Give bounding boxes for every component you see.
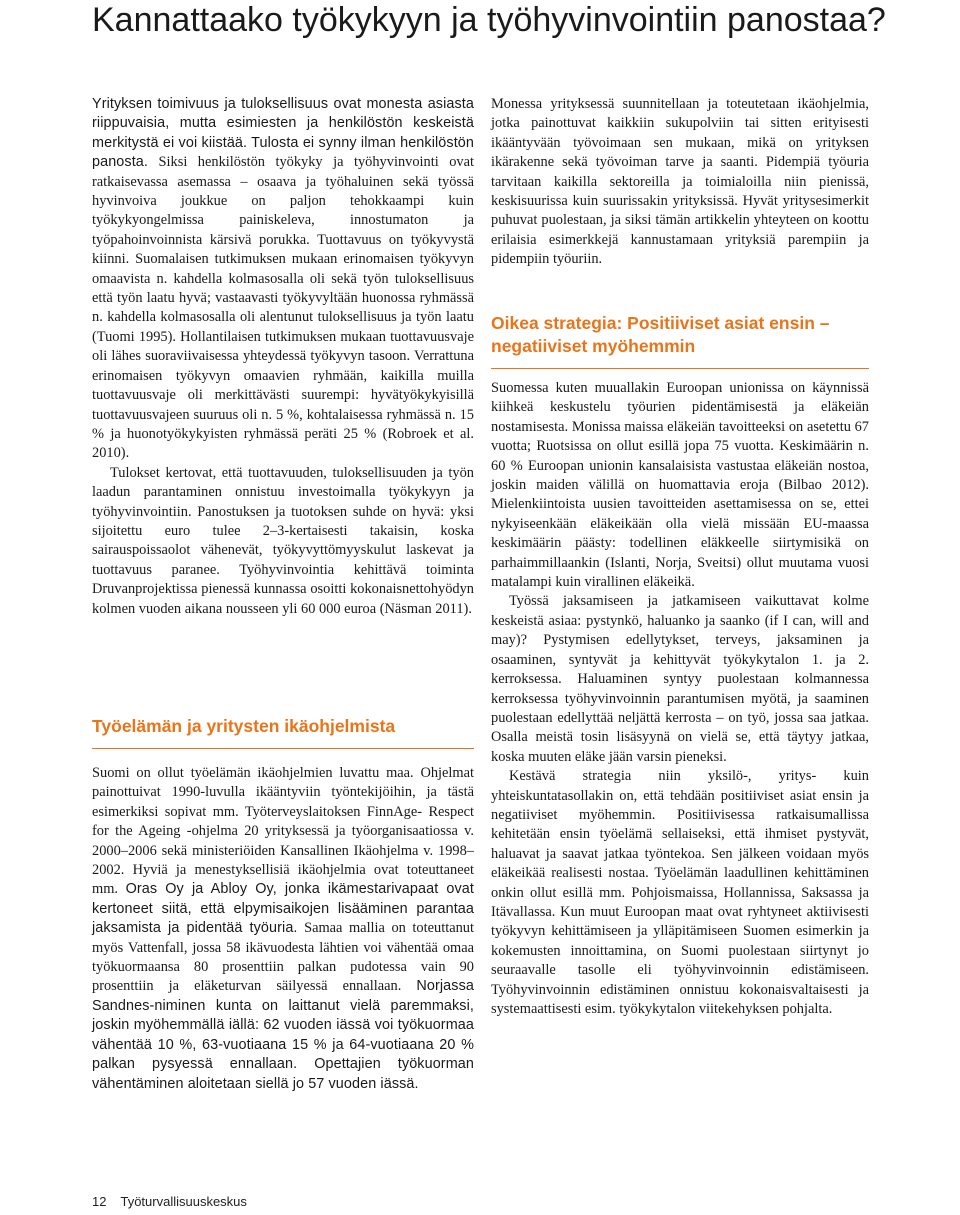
publisher-name: Työturvallisuuskeskus (120, 1194, 247, 1209)
results-paragraph: Tulokset kertovat, että tuottavuuden, tuloksellisuuden ja työn laadun parantaminen onnistuu investoimalla työkykyyn ja työhyvinvointiin. Panostuksen ja tuotoksen suhde on hyvä: yksi sijoitettu euro tulee 2–3-kertaisesti takaisin, koska sairauspoissaolot vähenevät, työkyvyttömyyskulut laskevat ja tuottavuus paranee. Työhyvinvointia kehittävä toiminta Druvanprojektissa pienessä kunnassa osoitti kokonaisnettohyödyn kolmen vuoden aikana nousseen yli 60 000 euroa (Näsman 2011). (92, 464, 474, 617)
age-programs-text: Suomi on ollut työelämän ikäohjelmien luvattu maa. Ohjelmat painottuivat 1990-luvulla ikääntyviin työntekijöihin, ja tästä esimerkiksi sopivat mm. Työterveyslaitoksen FinnAge- Respect for the Ageing -ohjelma 20 yrityksessä ja työorganisaatiossa v. 2000–2006 sekä ministeriöiden Kansallinen Ikäohjelma v. 1998–2002. Hyviä ja menestyksellisiä ikäohjelmia ovat toteuttaneet mm. (92, 765, 474, 898)
left-column-lower (92, 764, 474, 1094)
page-number: 12 (92, 1194, 107, 1209)
sandnes-text: Norjassa Sandnes-niminen kunta on laittanut vielä paremmaksi, joskin myöhemmällä iällä: 62 vuoden iässä voi työkuormaa vähentää 10 %, 63-vuotiaana 15 % ja 64-vuotiaana 20 % palkan pysyessä ennallaan. Opettajien työkuorman vähentäminen aloitetaan siellä jo 57 vuoden iässä. (92, 978, 474, 1092)
page-footer (92, 1194, 247, 1209)
section-heading-text: Työelämän ja yritysten ikäohjelmista (92, 716, 396, 736)
heading-divider (491, 368, 869, 369)
oras-abloy-text: Oras Oy ja Abloy Oy, jonka ikämestarivapaat ovat kertoneet siitä, että elpymisaikojen lisääminen parantaa jaksamista ja pidentää työuria. (92, 881, 474, 937)
strategy-paragraph: Kestävä strategia niin yksilö-, yritys- kuin yhteiskuntatasollakin on, että tehdään positiiviset asiat ensin ja negatiiviset myöhemmin. Positiivisessa ratkaisumallissa kehitetään ensin työelämä sellaiseksi, että ihmiset pystyvät, haluavat ja saavat jatkaa työntekoa. Sen jälkeen voidaan myös eläkeikää realisesti nostaa. Työelämän laadullinen kehittäminen onkin ollut esillä mm. Pohjoismaissa, Hollannissa, Saksassa ja Itävallassa. Kun muut Euroopan maat ovat ryhtyneet aktiivisesti työkyvyn kehittämiseen ja ylläpitämiseen Suomen esimerkin ja kokemusten innoittamina, on Suomi puolestaan siirtynyt jo seuraavalle tasolle eli työhyvinvoinnin edistämiseen. Työhyvinvoinnin edistäminen onnistuu kokonaisvaltaisesti ja systemaattisesti esim. työkykytalon viitekehyksen pohjalta. (491, 768, 869, 1017)
programs-paragraph: Monessa yrityksessä suunnitellaan ja toteutetaan ikäohjelmia, jotka painottuvat kaikkiin sukupolviin tai sitten erityisesti ikääntyvään työvoimaan sen mukaan, mikä on yrityksen ikärakenne sekä työvoiman tarve ja saanti. Pidempiä työuria tarvitaan kaikilla sektoreilla ja toimialoilla niin pienissä, keskisuurissa kuin suurissakin yrityksissä. Hyvät yritysesimerkit puhuvat puolestaan, ja siksi tämän artikkelin yhteyteen on koottu erilaisia esimerkkejä kannustamaan yrityksiä parempiin ja pidempiin työuriin. (491, 96, 869, 268)
intro-paragraph (92, 95, 474, 464)
heading-divider (92, 748, 474, 749)
intro-lead-text: Yrityksen toimivuus ja tuloksellisuus ovat monesta asiasta riippuvaisia, mutta esimiesten ja henkilöstön keskeistä merkitystä ei voi kiistää. Tulosta ei synny ilman henkilöstön panosta. (92, 96, 474, 171)
vattenfall-text: Samaa mallia on toteuttanut myös Vattenfall, jossa 58 ikävuodesta lähtien voi vähentää omaa työkuormaansa 80 prosenttiin palkan pudotessa vain 90 prosenttiin ja eläketurvan säilyessä ennallaan. (92, 920, 474, 995)
right-column (491, 95, 869, 270)
section-heading-age-programs (92, 715, 474, 749)
productivity-text: Tuottavuus on työkyvystä kiinni. Suomalaisen tutkimuksen mukaan erinomaisen työkyvyn omaavista n. kahdella kolmasosalla oli sekä työn tuloksellisuus että työn laatu hyvä; vastaavasti työkyvyltään huonossa ryhmässä n. kahdella kolmasosalla oli alentunut tuloksellisuus ja työn laatu (Tuomi 1995). Hollantilaisen tutkimuksen mukaan tuottavuusvaje oli lähes suoraviivaisessa yhteydessä työkyvyn tasoon. Verrattuna erinomaisen työkyvyn omaavien ryhmään, kaikilla muilla tuottavuusvaje oli merkittävästi suurempi: hyvätyökykyisillä tuottavuusvajeen suuruus oli n. 5 %, kohtalaisessa ryhmässä n. 15 % ja huonotyökykyisten ryhmässä peräti 25 % (Robroek et al. 2010). (92, 231, 474, 462)
retirement-text: Suomessa kuten muuallakin Euroopan unionissa on käynnissä kiihkeä keskustelu työurien pidentämisestä ja eläkeiän nostamisesta. Monissa maissa eläkeiän tavoitteeksi on asetettu 67 vuotta; Ruotsissa on ollut esillä jopa 75 vuotta. (491, 380, 869, 455)
coping-paragraph: Työssä jaksamiseen ja jatkamiseen vaikuttavat kolme keskeistä asiaa: pystynkö, haluanko ja saanko (if I can, will and may)? Pystymisen edellytykset, terveys, jaksaminen ja osaaminen, syntyvät ja kehittyvät työkykytalon 1. ja 2. kerroksessa. Haluaminen syntyy puolestaan kolmannessa kerroksessa työhyvinvoinnin parantumisen myötä, ja saaminen puolestaan edellyttää neljättä kerrosta – on työ, jossa saa jatkaa. Osalla meistä tosin lisäsyynä on vielä se, että täytyy jatkaa, koska muuten eläke jään varsin pieneksi. (491, 593, 869, 765)
strategy-heading-text: Oikea strategia: Positiiviset asiat ensin – negatiiviset myöhemmin (491, 313, 830, 356)
retirement-paragraph (491, 379, 869, 592)
page-title: Kannattaako työkykyyn ja työhyvinvointiin panostaa? (92, 1, 886, 39)
eu-retirement-text: Keskimäärin n. 60 % Euroopan unionin kansalaisista vastustaa eläkeiän nostoa, joskin maiden välillä on huomattavia eroja (Bilbao 2012). Mielenkiintoista uusien tavoitteiden asettamisessa on se, ettei nykyiseenkään eläkeikään olla vielä missään EU-maassa keskimäärin päästy: todellinen eläkkeelle siirtymisikä on parhaimmillaankin (Islanti, Norja, Sveitsi) ollut muutama vuosi matalampi kuin virallinen eläkeikä. (491, 438, 869, 591)
left-column (92, 95, 474, 619)
section-heading-strategy (491, 312, 869, 369)
intro-body-text: Siksi henkilöstön työkyky ja työhyvinvointi ovat ratkaisevassa asemassa – osaava ja työhaluinen sekä työssä hyvinvoiva joukkue on paljon tehokkaampi kuin työkykyongelmissa painiskeleva, innostumaton ja työpahoinvoinnista kärsivä porukka. (92, 154, 474, 248)
age-programs-paragraph (92, 764, 474, 1094)
right-column-lower (491, 379, 869, 1019)
